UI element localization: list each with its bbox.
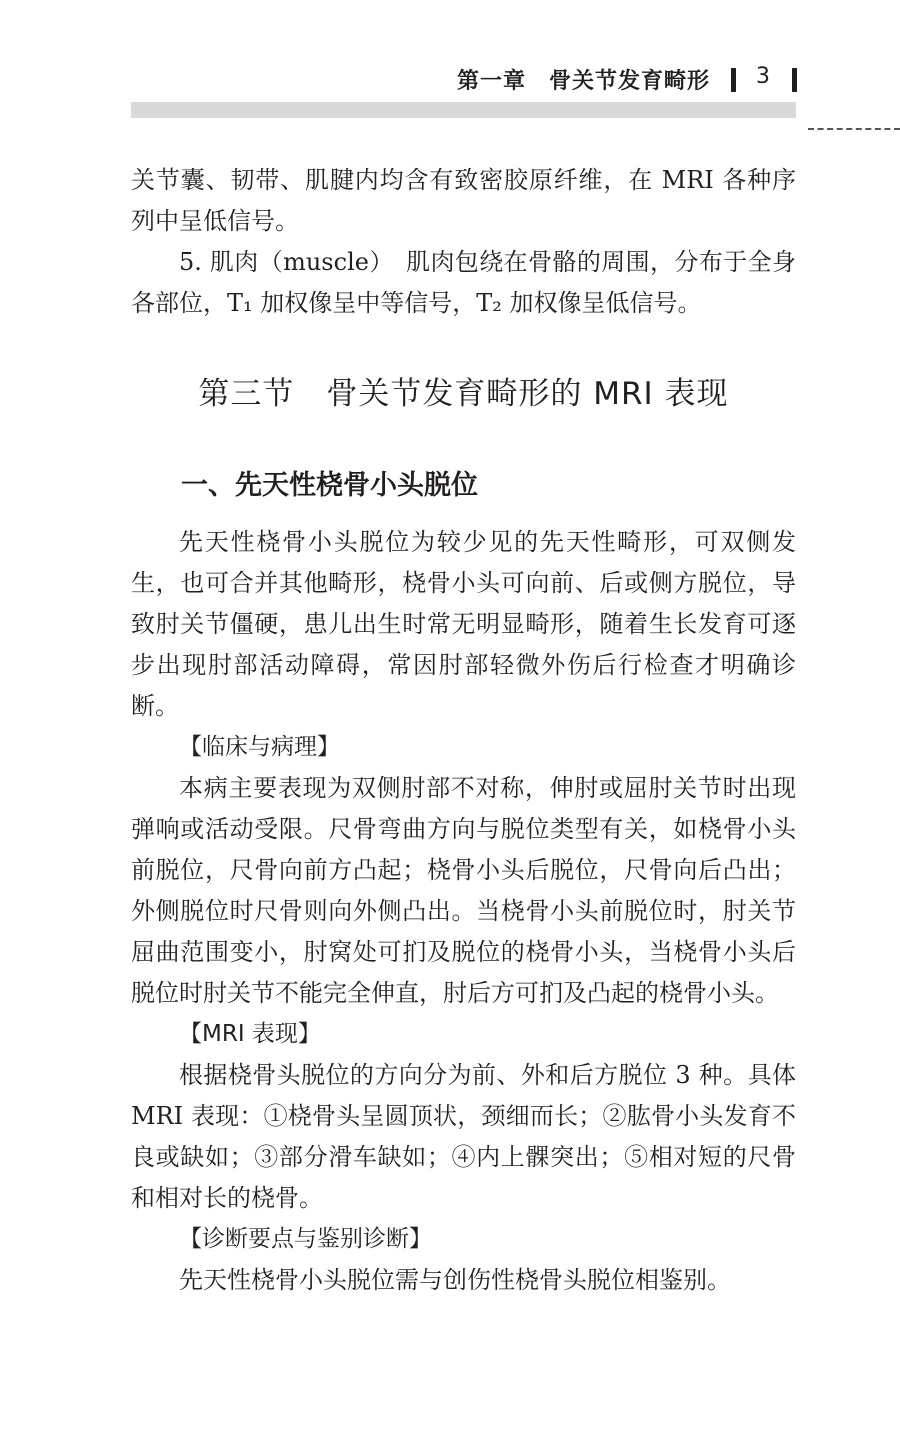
header-dashed-rule xyxy=(808,128,900,130)
section-title: 第三节 骨关节发育畸形的 MRI 表现 xyxy=(198,376,729,412)
page-number: 3 xyxy=(756,64,770,89)
header-end-bar xyxy=(792,68,797,92)
paragraph-intro: 关节囊、韧带、肌腱内均含有致密胶原纤维，在 MRI 各种序列中呈低信号。 xyxy=(131,166,796,235)
header-separator-bar xyxy=(731,68,736,92)
page-body xyxy=(131,160,796,1301)
paragraph-mri: 根据桡骨头脱位的方向分为前、外和后方脱位 3 种。具体 MRI 表现：①桡骨头呈圆顶状，颈细而长；②肱骨小头发育不良或缺如；③部分滑车缺如；④内上髁突出；⑤相对短的尺骨和相对长的桡骨。 xyxy=(131,1061,796,1212)
heading-mri-findings: 【MRI 表现】 xyxy=(179,1021,321,1047)
paragraph-diagnosis: 先天性桡骨小头脱位需与创伤性桡骨头脱位相鉴别。 xyxy=(179,1266,731,1294)
header-gray-band xyxy=(131,102,796,118)
running-header xyxy=(0,62,900,102)
subsection-title: 一、先天性桡骨小头脱位 xyxy=(181,470,478,501)
paragraph-clinical: 本病主要表现为双侧肘部不对称，伸肘或屈肘关节时出现弹响或活动受限。尺骨弯曲方向与脱位类型有关，如桡骨小头前脱位，尺骨向前方凸起；桡骨小头后脱位，尺骨向后凸出；外侧脱位时尺骨则向外侧凸出。当桡骨小头前脱位时，肘关节屈曲范围变小，肘窝处可扪及脱位的桡骨小头，当桡骨小头后脱位时肘关节不能完全伸直，肘后方可扪及凸起的桡骨小头。 xyxy=(131,774,796,1007)
heading-clinical-pathology: 【临床与病理】 xyxy=(179,734,340,760)
paragraph-overview: 先天性桡骨小头脱位为较少见的先天性畸形，可双侧发生，也可合并其他畸形，桡骨小头可向前、后或侧方脱位，导致肘关节僵硬，患儿出生时常无明显畸形，随着生长发育可逐步出现肘部活动障碍，常因肘部轻微外伤后行检查才明确诊断。 xyxy=(131,528,796,720)
heading-diagnosis: 【诊断要点与鉴别诊断】 xyxy=(179,1226,432,1252)
paragraph-muscle: 5. 肌肉（muscle） 肌肉包绕在骨骼的周围，分布于全身各部位，T₁ 加权像呈中等信号，T₂ 加权像呈低信号。 xyxy=(131,248,796,317)
chapter-title: 第一章 骨关节发育畸形 xyxy=(456,69,710,94)
